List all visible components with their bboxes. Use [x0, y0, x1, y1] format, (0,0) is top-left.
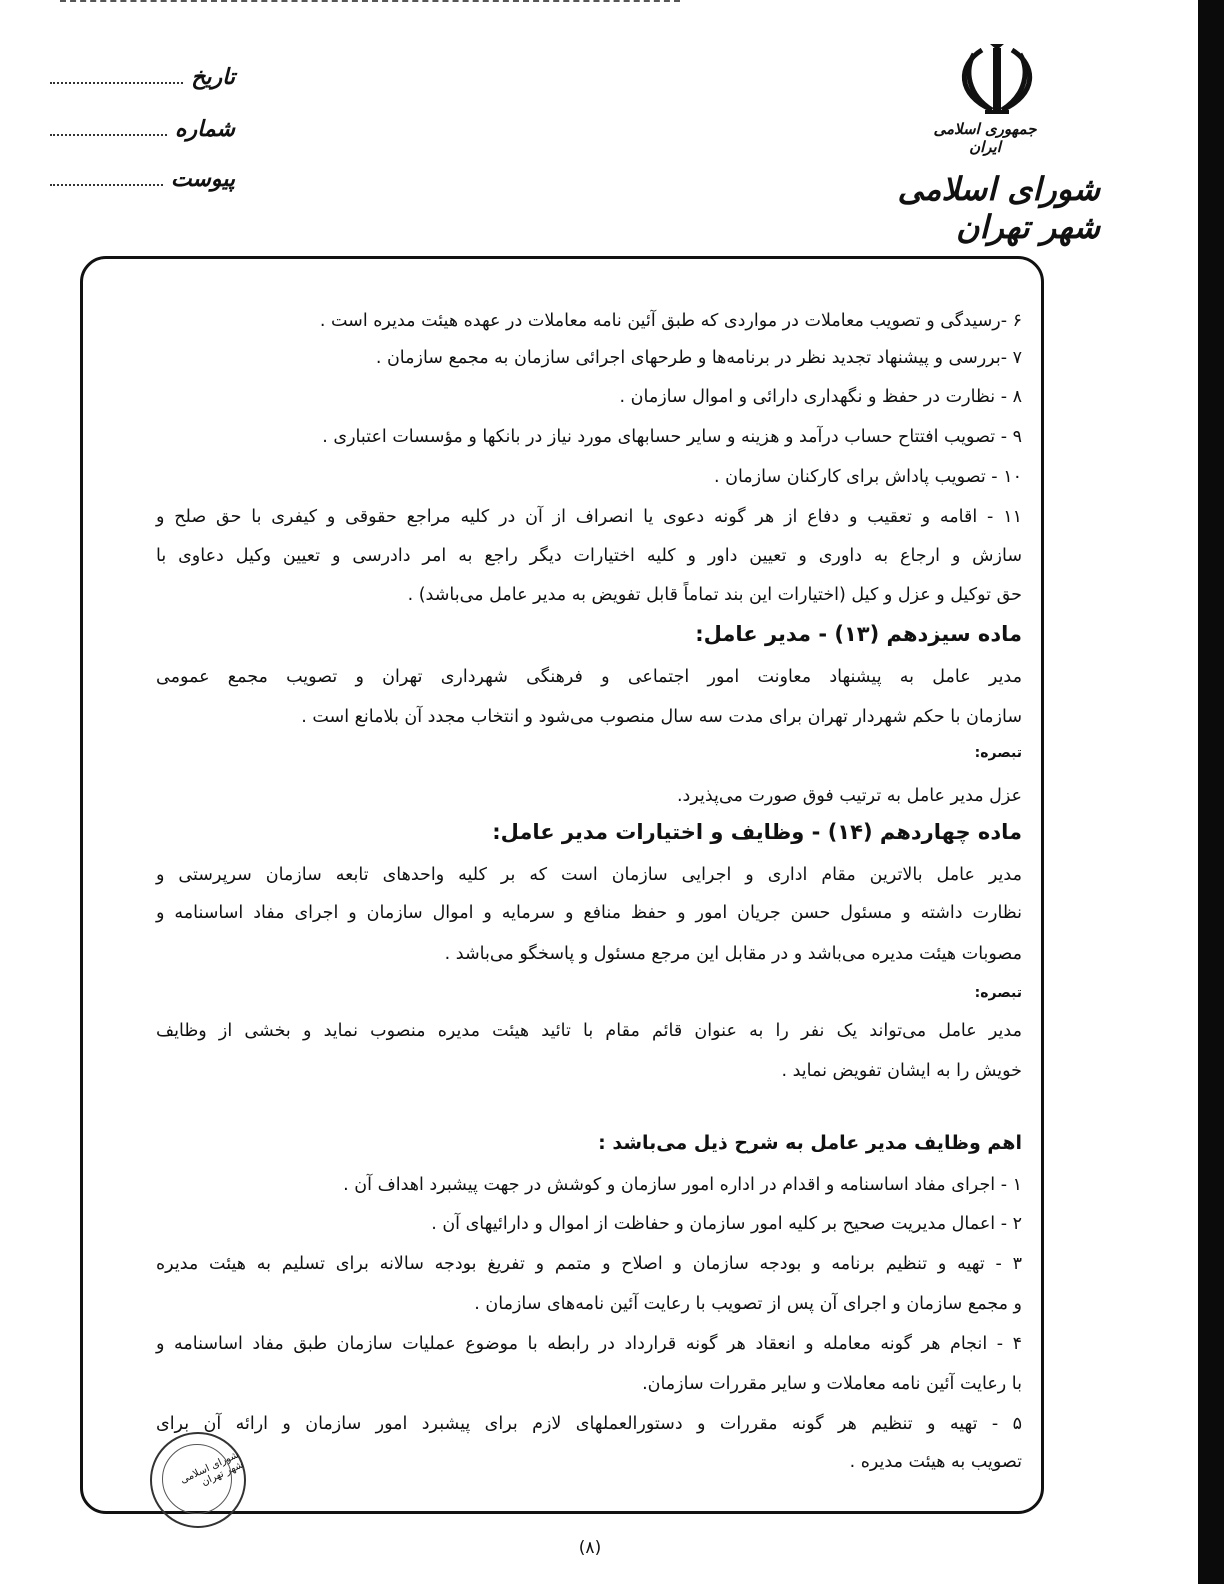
article14-note-label: تبصره:: [974, 985, 1022, 1001]
iran-emblem-icon: [952, 40, 1042, 120]
article13-line: مدیر عامل به پیشنهاد معاونت امور اجتماعی و فرهنگی شهرداری تهران و تصویب مجمع عمومی: [156, 667, 1022, 687]
council-seal: [150, 1432, 246, 1528]
article14-note-line: خویش را به ایشان تفویض نماید .: [781, 1061, 1022, 1081]
article14-line: نظارت داشته و مسئول حسن جریان امور و حفظ منافع و سرمایه و اموال سازمان و اجرای مفاد اساسنامه و: [156, 903, 1022, 923]
scan-edge: [1198, 0, 1224, 1584]
duty-line: و مجمع سازمان و اجرای آن پس از تصویب با رعایت آئین نامه‌های سازمان .: [474, 1294, 1022, 1314]
date-field: [50, 60, 235, 90]
attachment-blank: [50, 184, 163, 186]
article14-title: ماده چهاردهم (۱۴) - وظایف و اختیارات مدیر عامل:: [492, 820, 1022, 844]
duties-title: اهم وظایف مدیر عامل به شرح ذیل می‌باشد :: [598, 1132, 1022, 1154]
date-label: تاریخ: [191, 64, 235, 90]
date-blank: [50, 82, 183, 84]
number-blank: [50, 134, 167, 136]
duty-line: ۵ - تهیه و تنظیم هر گونه مقررات و دستورالعملهای لازم برای پیشبرد امور سازمان و ارائه آن برای: [156, 1414, 1022, 1434]
scan-noise: [60, 0, 680, 6]
item-line: ۱۰ - تصویب پاداش برای کارکنان سازمان .: [714, 467, 1022, 487]
article13-note-label: تبصره:: [974, 745, 1022, 761]
number-label: شماره: [174, 116, 235, 142]
article14-note-line: مدیر عامل می‌تواند یک نفر را به عنوان قائم مقام با تائید هیئت مدیره منصوب نماید و بخشی از وظایف: [156, 1021, 1022, 1041]
duty-line: با رعایت آئین نامه معاملات و سایر مقررات سازمان.: [642, 1374, 1022, 1394]
duty-line: ۳ - تهیه و تنظیم برنامه و بودجه سازمان و اصلاح و متمم و تفریغ بودجه سالانه برای تسلیم به هیئت مدیره: [156, 1254, 1022, 1274]
article13-note: عزل مدیر عامل به ترتیب فوق صورت می‌پذیرد.: [676, 786, 1022, 806]
item-line: ۸ - نظارت در حفظ و نگهداری دارائی و اموال سازمان .: [619, 387, 1022, 407]
item-line: ۶ -رسیدگی و تصویب معاملات در مواردی که طبق آئین نامه معاملات در عهده هیئت مدیره است .: [319, 311, 1022, 331]
seal-text: شورای اسلامی شهر تهران: [178, 1449, 246, 1489]
country-name: جمهوری اسلامی ایران: [933, 120, 1037, 156]
council-name: شورای اسلامی شهر تهران: [897, 170, 1100, 246]
duty-line: ۱ - اجرای مفاد اساسنامه و اقدام در اداره امور سازمان و کوشش در جهت پیشبرد اهداف آن .: [343, 1175, 1022, 1195]
attachment-field: [50, 162, 235, 192]
item-line: ۷ -بررسی و پیشنهاد تجدید نظر در برنامه‌ها و طرحهای اجرائی سازمان به مجمع سازمان .: [375, 348, 1022, 368]
article13-line: سازمان با حکم شهردار تهران برای مدت سه سال منصوب می‌شود و انتخاب مجدد آن بلامانع است .: [301, 707, 1022, 727]
duty-line: تصویب به هیئت مدیره .: [849, 1452, 1022, 1472]
attachment-label: پیوست: [170, 166, 235, 192]
item-line: سازش و ارجاع به داوری و تعیین داور و کلیه اختیارات دیگر راجع به امر دادرسی و تعیین وکیل دعاوی با: [156, 546, 1022, 566]
article14-line: مصوبات هیئت مدیره می‌باشد و در مقابل این مرجع مسئول و پاسخگو می‌باشد .: [444, 944, 1022, 964]
article13-title: ماده سیزدهم (۱۳) - مدیر عامل:: [695, 622, 1022, 646]
duty-line: ۴ - انجام هر گونه معامله و انعقاد هر گونه قرارداد در رابطه با موضوع عملیات سازمان طبق مفاد اساسنامه و: [156, 1334, 1022, 1354]
item-line: حق توکیل و عزل و کیل (اختیارات این بند تماماً قابل تفویض به مدیر عامل می‌باشد) .: [407, 585, 1022, 605]
article14-line: مدیر عامل بالاترین مقام اداری و اجرایی سازمان است که بر کلیه واحدهای تابعه سازمان سرپرستی و: [156, 865, 1022, 885]
page-number: (۸): [578, 1538, 602, 1558]
item-line: ۹ - تصویب افتتاح حساب درآمد و هزینه و سایر حسابهای مورد نیاز در بانکها و مؤسسات اعتباری .: [322, 427, 1022, 447]
item-line: ۱۱ - اقامه و تعقیب و دفاع از هر گونه دعوی یا انصراف از آن در کلیه مراجع حقوقی و کیفری با حق صلح و: [156, 507, 1022, 527]
duty-line: ۲ - اعمال مدیریت صحیح بر کلیه امور سازمان و حفاظت از اموال و دارائیهای آن .: [431, 1214, 1022, 1234]
number-field: [50, 112, 235, 142]
